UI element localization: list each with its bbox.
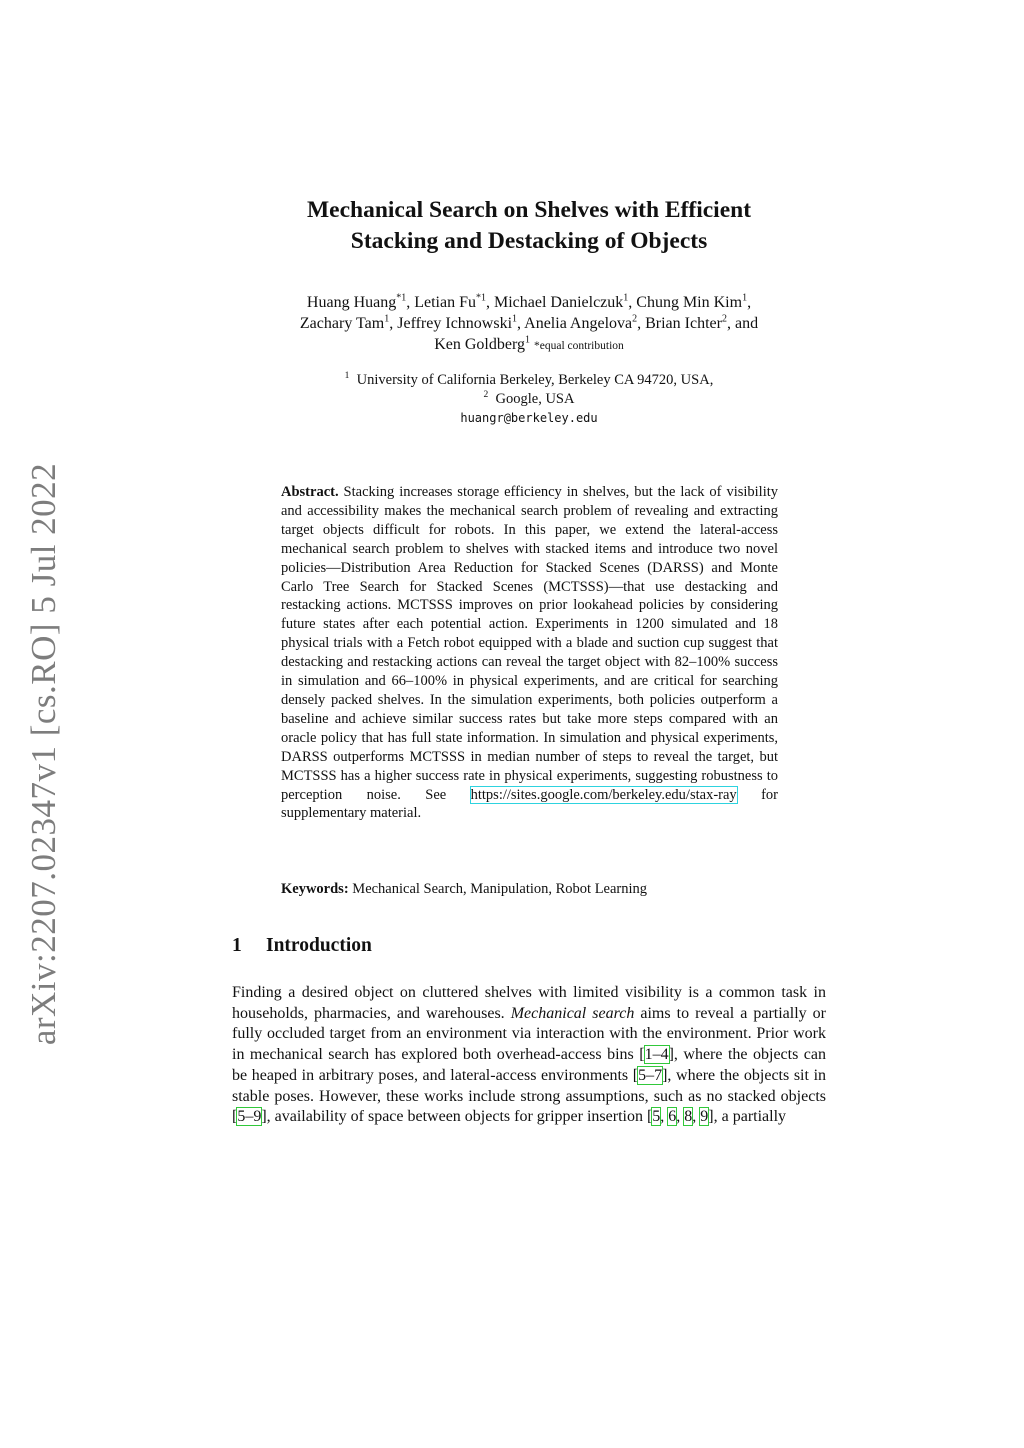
affiliation-text: Google, USA	[495, 391, 575, 407]
title-line-2: Stacking and Destacking of Objects	[350, 228, 708, 254]
keywords-label: Keywords:	[281, 881, 349, 897]
paper-title	[232, 195, 826, 257]
section-title: Introduction	[266, 935, 372, 956]
abstract-tail: for supplementary material.	[281, 786, 779, 822]
author-mark: *1	[476, 292, 486, 304]
author-connector: and	[734, 315, 759, 332]
abstract-text: Stacking increases storage efficiency in shelves, but the lack of visibility and accessibility makes the mechanical search problem of revealing and extracting target objects difficult for robots. In this paper, we extend the lateral-access mechanical search problem to shelves with stacked items and introduce two novel policies—Distribution Area Reduction for Stacked Scenes (DARSS) and Monte Carlo Tree Search for Stacked Scenes (MCTSSS)—that use destacking and restacking actions. MCTSSS improves on prior lookahead policies by considering future states after each potential action. Experiments in 1200 simulated and 18 physical trials with a Fetch robot equipped with a blade and suction cup suggest that destacking and restacking actions can reveal the target object with 82–100% success in simulation and 66–100% in physical experiments, and are critical for searching densely packed shelves. In the simulation experiments, both policies outperform a baseline and achieve similar success rates but take more steps compared with an oracle policy that has full state information. In simulation and physical experiments, DARSS outperforms MCTSSS in median number of steps to reveal the target, but MCTSSS has a higher success rate in physical experiments, suggesting robustness to perception noise. See	[281, 484, 779, 803]
intro-text: , availability of space between objects for gripper insertion	[266, 1108, 643, 1126]
author: Brian Ichter	[645, 315, 722, 332]
supplementary-link[interactable]: https://sites.google.com/berkeley.edu/stax-ray	[470, 786, 737, 803]
author: Anelia Angelova	[524, 315, 633, 332]
author: Huang Huang	[306, 294, 397, 311]
author: Letian Fu	[414, 294, 476, 311]
citation-link[interactable]: 5	[652, 1108, 661, 1126]
section-number: 1	[232, 935, 242, 956]
title-line-1: Mechanical Search on Shelves with Efficient	[306, 197, 752, 223]
citation-link[interactable]: 8	[684, 1108, 693, 1126]
citation-link[interactable]: 5–7	[638, 1066, 663, 1084]
intro-emphasis: Mechanical search	[510, 1004, 635, 1022]
citation-link[interactable]: 9	[700, 1108, 709, 1126]
affiliation-text: University of California Berkeley, Berkeley CA 94720, USA,	[356, 372, 714, 388]
author-mark: 1	[384, 313, 390, 325]
author: Zachary Tam	[299, 315, 385, 332]
citation-link[interactable]: 1–4	[644, 1046, 669, 1064]
affiliation-mark: 2	[483, 390, 489, 401]
author: Ken Goldberg	[434, 336, 526, 353]
author-mark: 1	[512, 313, 518, 325]
abstract-label: Abstract.	[281, 484, 339, 500]
author: Jeffrey Ichnowski	[397, 315, 513, 332]
author: Chung Min Kim	[636, 294, 743, 311]
equal-contribution-note: *equal contribution	[534, 340, 624, 352]
intro-text: aims to reveal a partially or fully occluded target from an environment via interaction with the environment. Prior work in mechanical search has explored both overhead-access bins	[232, 1004, 827, 1064]
author-mark: 1	[623, 292, 629, 304]
keywords	[281, 880, 778, 899]
author-list: Huang Huang$^{*1}$, Letian Fu$^{*1}$, Michael Danielczuk$^1$, Chung Min Kim$^1$, Zachary Tam$^1$, Jeffrey Ichnowski$^1$, Anelia Angelova$^2$, Brian Ichter$^2$, and Ken Goldberg$^1$ *equal contribution	[299, 292, 759, 353]
citation-link[interactable]: 6	[668, 1108, 677, 1126]
author-mark: 2	[632, 313, 638, 325]
introduction-paragraph: Finding a desired object on cluttered shelves with limited visibility is a common task in households, pharmacies, and warehouses. Mechanical search aims to reveal a partially or fully occluded target from an environment via interaction with the environment. Prior work in mechanical search has explored both overhead-access bins [1–4], where the objects can be heaped in arbitrary poses, and lateral-access environments [5–7], where the objects sit in stable poses. However, these works include strong assumptions, such as no stacked objects [5–9], availability of space between objects for gripper insertion [5, 6, 8, 9], a partially	[232, 984, 827, 1126]
affiliation-1	[232, 371, 826, 390]
intro-text: , a partially	[713, 1108, 787, 1126]
intro-text: , where the objects can be heaped in arbitrary poses, and lateral-access environments	[232, 1046, 827, 1084]
affiliation-mark: 1	[344, 371, 350, 382]
author: Michael Danielczuk	[494, 294, 624, 311]
citation-link[interactable]: 5–9	[237, 1108, 262, 1126]
arxiv-identifier: arXiv:2207.02347v1 [cs.RO] 5 Jul 2022	[24, 462, 63, 1046]
intro-text: Finding a desired object on cluttered shelves with limited visibility is a common task in households, pharmacies, and warehouses.	[232, 984, 826, 1022]
author-mark: 1	[742, 292, 748, 304]
author-mark: 1	[525, 334, 531, 346]
abstract	[281, 483, 778, 823]
author-mark: 2	[721, 313, 727, 325]
affiliations	[232, 371, 826, 428]
section-heading	[232, 935, 372, 957]
affiliation-2	[232, 390, 826, 409]
intro-text: , where the objects sit in stable poses. However, these works include strong assumptions, such as no stacked objects	[232, 1066, 827, 1105]
contact-email[interactable]: huangr@berkeley.edu	[460, 411, 598, 425]
author-mark: *1	[396, 292, 407, 304]
keywords-text: Mechanical Search, Manipulation, Robot Learning	[352, 881, 648, 897]
